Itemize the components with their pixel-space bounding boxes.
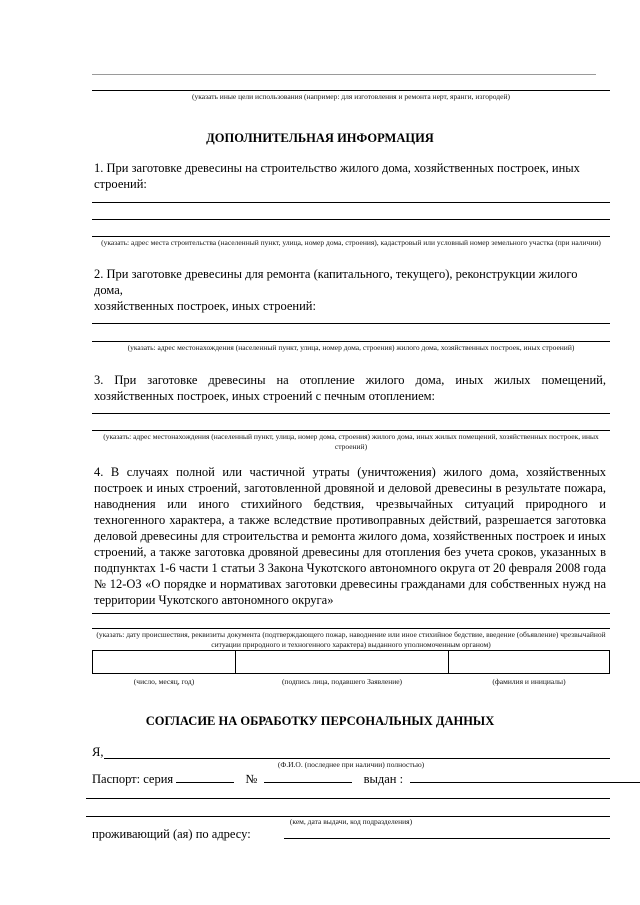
item1-note: (указать: адрес места строительства (населенный пункт, улица, номер дома, строения), кадастровый или условный номер земельного участка (при наличии)	[101, 238, 601, 247]
item3-note: (указать: адрес местонахождения (населенный пункт, улица, номер дома, строения) жилого дома, иных жилых помещений, хозяйственных построек, иных строений)	[103, 432, 599, 451]
item2-text-b: хозяйственных построек, иных строений:	[94, 299, 316, 313]
passport-number-field[interactable]	[264, 770, 352, 783]
passport-row	[92, 770, 610, 787]
passport-issued-field[interactable]	[410, 770, 640, 783]
consent-i-label: Я,	[92, 745, 104, 759]
issued-field-line-1[interactable]	[86, 798, 610, 799]
item3-field-line-2[interactable]	[92, 430, 610, 431]
item2-field-line-2[interactable]	[92, 341, 610, 342]
item2-note: (указать: адрес местонахождения (населенный пункт, улица, номер дома, строения) жилого дома, хозяйственных построек, иных строений)	[127, 343, 575, 352]
passport-issued-label: выдан :	[363, 772, 404, 786]
item4-note: (указать: дату происшествия, реквизиты документа (подтверждающего пожар, наводнение или иное стихийное бедствие, введение (объявление) чрезвычайной ситуации природного и техногенного характера) выданного уполномоченным органом)	[96, 630, 606, 649]
item4-field-line-1[interactable]	[92, 613, 610, 614]
top-gray-rule	[92, 74, 596, 75]
name-box[interactable]	[448, 650, 610, 674]
address-field-line[interactable]	[284, 838, 610, 839]
item2-text-a: 2. При заготовке древесины для ремонта (капитального, текущего), реконструкции жилого дома,	[94, 267, 578, 297]
item2-field-line-1[interactable]	[92, 323, 610, 324]
signature-box[interactable]	[235, 650, 449, 674]
name-label: (фамилия и инициалы)	[492, 677, 566, 686]
item4-field-line-2[interactable]	[92, 628, 610, 629]
other-purpose-field-line[interactable]	[92, 90, 610, 91]
item1-field-line-3[interactable]	[92, 236, 610, 237]
issued-note: (кем, дата выдачи, код подразделения)	[289, 817, 413, 826]
item1-field-line-2[interactable]	[92, 219, 610, 220]
signature-label: (подпись лица, подавшего Заявление)	[281, 677, 403, 686]
passport-series-field[interactable]	[176, 770, 234, 783]
item1-field-line-1[interactable]	[92, 202, 610, 203]
other-purpose-note: (указать иные цели использования (например: для изготовления и ремонта нерт, яранги, изгородей)	[192, 92, 510, 101]
item3-text: 3. При заготовке древесины на отопление жилого дома, иных жилых помещений, хозяйственных построек, иных строений с печным отоплением:	[94, 373, 606, 403]
additional-info-title: ДОПОЛНИТЕЛЬНАЯ ИНФОРМАЦИЯ	[206, 131, 434, 145]
date-box[interactable]	[92, 650, 236, 674]
passport-series-label: Паспорт: серия	[92, 772, 174, 786]
consent-title: СОГЛАСИЕ НА ОБРАБОТКУ ПЕРСОНАЛЬНЫХ ДАННЫХ	[145, 714, 495, 728]
passport-number-label: №	[245, 772, 258, 786]
item1-text: 1. При заготовке древесины на строительство жилого дома, хозяйственных построек, иных строений:	[94, 161, 580, 191]
address-label: проживающий (ая) по адресу:	[92, 827, 251, 841]
item4-text: 4. В случаях полной или частичной утраты (уничтожения) жилого дома, хозяйственных построек и иных строений, заготовленной дровяной и деловой древесины в результате пожара, наводнения или иного стихийного бедствия, чрезвычайных ситуаций природного и техногенного характера, а также вследствие противоправных действий, разрешается заготовка деловой древесины для строительства и ремонта жилого дома, хозяйственных построек и иных строений, а также заготовка дровяной древесины для отопления без учета сроков, указанных в подпунктах 1-6 части 1 статьи 3 Закона Чукотского автономного округа от 20 февраля 2008 года № 12-ОЗ «О порядке и нормативах заготовки древесины гражданами для собственных нужд на территории Чукотского автономного округа»	[94, 465, 606, 607]
fio-note: (Ф.И.О. (последнее при наличии) полностью)	[277, 760, 425, 769]
fio-field-line[interactable]	[104, 758, 610, 759]
item3-field-line-1[interactable]	[92, 413, 610, 414]
date-label: (число, месяц, год)	[133, 677, 195, 686]
